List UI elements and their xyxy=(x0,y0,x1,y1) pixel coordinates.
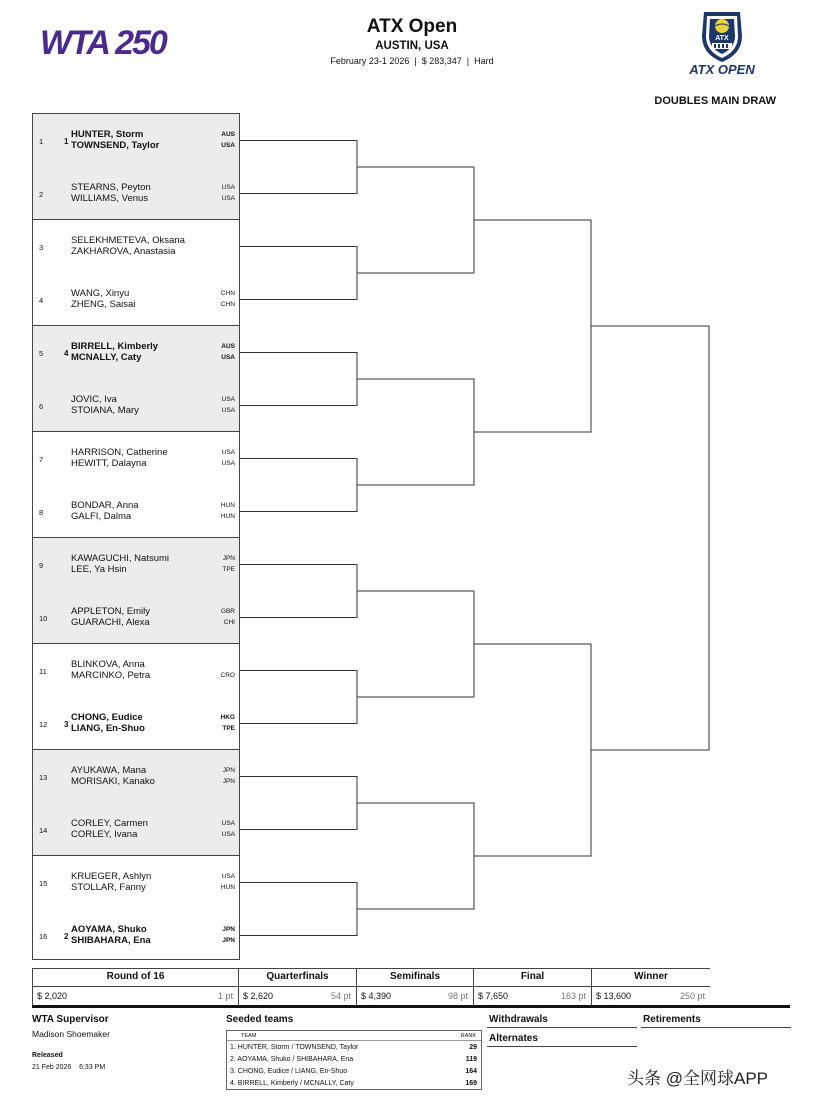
player-country: CHN xyxy=(220,300,235,308)
player-name: TOWNSEND, Taylor xyxy=(71,139,160,151)
withdrawals-label: Withdrawals xyxy=(489,1014,548,1025)
seeded-team-name: 4. BIRRELL, Kimberly / MCNALLY, Caty xyxy=(230,1080,354,1087)
draw-position-number: 12 xyxy=(39,720,48,729)
bracket-connector xyxy=(357,591,474,697)
bracket-connector xyxy=(474,644,591,856)
player-country: HKG xyxy=(220,714,235,721)
bracket-connector xyxy=(240,883,357,936)
seeded-col-rank: RANK xyxy=(460,1033,476,1039)
player-country: USA xyxy=(221,459,235,467)
player-name: STEARNS, Peyton xyxy=(71,182,151,193)
retirements-underline xyxy=(641,1027,791,1028)
draw-position-number: 6 xyxy=(39,402,44,411)
player-country: USA xyxy=(221,194,235,202)
bracket-connector xyxy=(474,220,591,432)
draw-position-number: 13 xyxy=(39,773,48,782)
round-name: Semifinals xyxy=(389,971,441,982)
seed-number: 4 xyxy=(64,349,69,358)
player-name: AOYAMA, Shuko xyxy=(71,924,147,935)
draw-position-number: 14 xyxy=(39,826,48,835)
draw-position-number: 15 xyxy=(39,879,48,888)
player-country: HUN xyxy=(220,502,235,509)
draw-position-number: 5 xyxy=(39,349,44,358)
ranking-points: 54 pt xyxy=(330,991,351,1001)
alternates-label: Alternates xyxy=(489,1033,538,1044)
tournament-info: February 23-1 2026 | $ 283,347 | Hard xyxy=(330,56,494,66)
player-country: USA xyxy=(221,830,235,838)
seeded-teams-table xyxy=(226,1030,482,1090)
player-name: HARRISON, Catherine xyxy=(71,447,168,458)
player-country: CHN xyxy=(220,290,235,297)
player-name: KRUEGER, Ashlyn xyxy=(71,871,152,882)
player-name: CORLEY, Carmen xyxy=(71,818,148,829)
player-name: ZAKHAROVA, Anastasia xyxy=(71,245,176,257)
player-name: HUNTER, Storm xyxy=(71,129,144,140)
player-country: AUS xyxy=(221,343,235,350)
bracket-connector xyxy=(240,671,357,724)
player-name: BIRRELL, Kimberly xyxy=(71,341,159,352)
draw-position-number: 10 xyxy=(39,614,48,623)
watermark: 头条 @全网球APP xyxy=(627,1069,768,1088)
player-name: CORLEY, Ivana xyxy=(71,828,138,840)
player-name: BLINKOVA, Anna xyxy=(71,659,145,670)
round-column xyxy=(238,968,356,1006)
player-country: TPE xyxy=(222,565,235,573)
supervisor-label: WTA Supervisor xyxy=(32,1014,109,1025)
bracket-connector xyxy=(591,326,709,750)
round-divider xyxy=(592,986,710,987)
prize-money: $ 4,390 xyxy=(361,991,392,1001)
released-label: Released xyxy=(32,1052,63,1059)
round-divider xyxy=(239,986,356,987)
player-name: SHIBAHARA, Ena xyxy=(71,934,151,946)
footer-divider xyxy=(32,1005,790,1008)
player-name: LEE, Ya Hsin xyxy=(71,563,127,575)
bracket-connector xyxy=(357,379,474,485)
seeded-team-row xyxy=(230,1054,477,1066)
player-country: TPE xyxy=(222,724,235,732)
player-country: JPN xyxy=(222,936,235,944)
withdrawals-underline xyxy=(487,1027,637,1028)
player-name: MCNALLY, Caty xyxy=(71,351,142,363)
tournament-location: AUSTIN, USA xyxy=(375,40,449,52)
seeded-team-rank: 169 xyxy=(465,1080,477,1087)
player-name: WANG, Xinyu xyxy=(71,288,130,299)
player-name: AYUKAWA, Mana xyxy=(71,765,147,776)
player-country: CRO xyxy=(220,671,235,679)
bracket-connector xyxy=(357,167,474,273)
rounds-prize-table xyxy=(32,968,710,1006)
round-name: Round of 16 xyxy=(106,971,165,982)
draw-position-number: 7 xyxy=(39,455,44,464)
ranking-points: 163 pt xyxy=(560,991,586,1001)
alternates-underline xyxy=(487,1046,637,1047)
player-country: HUN xyxy=(220,512,235,520)
ranking-points: 1 pt xyxy=(217,991,233,1001)
seeded-team-rank: 164 xyxy=(465,1068,477,1075)
seed-number: 3 xyxy=(64,720,69,729)
rounds-top-border xyxy=(32,968,710,969)
player-country: HUN xyxy=(220,883,235,891)
player-name: BONDAR, Anna xyxy=(71,500,139,511)
atx-open-logo-text: ATX OPEN xyxy=(689,62,755,77)
seeded-team-name: 1. HUNTER, Storm / TOWNSEND, Taylor xyxy=(230,1044,359,1051)
round-column xyxy=(473,968,591,1006)
prize-money: $ 2,020 xyxy=(37,991,68,1001)
round-name: Final xyxy=(520,971,545,982)
player-name: HEWITT, Dalayna xyxy=(71,457,147,469)
seeded-team-rank: 29 xyxy=(469,1044,477,1051)
released-date: 21 Feb 2026 6:33 PM xyxy=(32,1064,106,1071)
seeded-team-row xyxy=(230,1066,477,1078)
wta-250-logo: WTA 250 xyxy=(40,24,166,62)
bracket-connector xyxy=(240,459,357,512)
player-country: GBR xyxy=(220,608,235,615)
player-name: GALFI, Dalma xyxy=(71,510,132,522)
prize-money: $ 7,650 xyxy=(478,991,509,1001)
ranking-points: 250 pt xyxy=(679,991,705,1001)
player-country: AUS xyxy=(221,131,235,138)
seeded-team-rank: 119 xyxy=(465,1056,477,1063)
round-divider xyxy=(357,986,473,987)
player-name: MORISAKI, Kanako xyxy=(71,775,155,787)
bracket-connector xyxy=(357,803,474,909)
seed-number: 1 xyxy=(64,137,69,146)
draw-title: DOUBLES MAIN DRAW xyxy=(654,95,776,107)
player-name: JOVIC, Iva xyxy=(71,394,117,405)
player-country: USA xyxy=(221,820,235,827)
player-name: GUARACHI, Alexa xyxy=(71,616,150,628)
player-name: APPLETON, Emily xyxy=(71,606,151,617)
player-name: STOLLAR, Fanny xyxy=(71,881,146,893)
tournament-title: ATX Open xyxy=(366,16,458,37)
player-country: USA xyxy=(221,353,235,361)
round-column xyxy=(32,968,238,1006)
draw-position-number: 16 xyxy=(39,932,48,941)
prize-money: $ 13,600 xyxy=(596,991,632,1001)
seeded-team-name: 2. AOYAMA, Shuko / SHIBAHARA, Ena xyxy=(230,1056,354,1063)
prize-money: $ 2,620 xyxy=(243,991,274,1001)
player-name: KAWAGUCHI, Natsumi xyxy=(71,553,170,564)
seeded-team-row xyxy=(230,1042,477,1054)
player-name: STOIANA, Mary xyxy=(71,404,139,416)
player-country: USA xyxy=(221,449,235,456)
player-country: USA xyxy=(221,141,235,149)
player-name: CHONG, Eudice xyxy=(71,712,143,723)
atx-badge-text: ATX xyxy=(715,35,729,42)
seeded-table-header xyxy=(227,1031,481,1041)
draw-position-number: 11 xyxy=(39,667,47,676)
player-name: LIANG, En-Shuo xyxy=(71,722,145,734)
player-country: USA xyxy=(221,406,235,414)
draw-position-number: 2 xyxy=(39,190,44,199)
bracket-connector xyxy=(240,353,357,406)
seed-number: 2 xyxy=(64,932,69,941)
bracket-connector xyxy=(240,247,357,300)
round-name: Winner xyxy=(634,971,668,982)
player-country: CHI xyxy=(223,618,235,626)
seeded-team-name: 3. CHONG, Eudice / LIANG, En-Shuo xyxy=(230,1068,348,1075)
draw-position-number: 3 xyxy=(39,243,44,252)
draw-position-number: 4 xyxy=(39,296,44,305)
draw-position-number: 1 xyxy=(39,137,44,146)
round-name: Quarterfinals xyxy=(266,971,329,982)
round-divider xyxy=(33,986,238,987)
round-column xyxy=(356,968,473,1006)
bracket-connector xyxy=(240,565,357,618)
draw-position-number: 9 xyxy=(39,561,44,570)
player-country: JPN xyxy=(222,777,235,785)
seeded-col-team: TEAM xyxy=(241,1033,257,1039)
supervisor-name: Madison Shoemaker xyxy=(32,1029,110,1039)
player-country: JPN xyxy=(222,555,235,562)
bracket-connector xyxy=(240,777,357,830)
player-name: MARCINKO, Petra xyxy=(71,669,151,681)
round-column xyxy=(591,968,710,1006)
retirements-label: Retirements xyxy=(643,1014,701,1025)
seeded-team-row xyxy=(230,1078,477,1090)
player-country: USA xyxy=(221,873,235,880)
seeded-teams-label: Seeded teams xyxy=(226,1014,294,1025)
player-name: ZHENG, Saisai xyxy=(71,298,136,310)
player-name: WILLIAMS, Venus xyxy=(71,192,149,204)
player-country: JPN xyxy=(222,926,235,933)
player-country: USA xyxy=(221,184,235,191)
player-name: SELEKHMETEVA, Oksana xyxy=(71,235,185,246)
draw-position-number: 8 xyxy=(39,508,44,517)
player-country: JPN xyxy=(222,767,235,774)
round-divider xyxy=(474,986,591,987)
ranking-points: 98 pt xyxy=(447,991,468,1001)
bracket-connector xyxy=(240,141,357,194)
player-country: USA xyxy=(221,396,235,403)
